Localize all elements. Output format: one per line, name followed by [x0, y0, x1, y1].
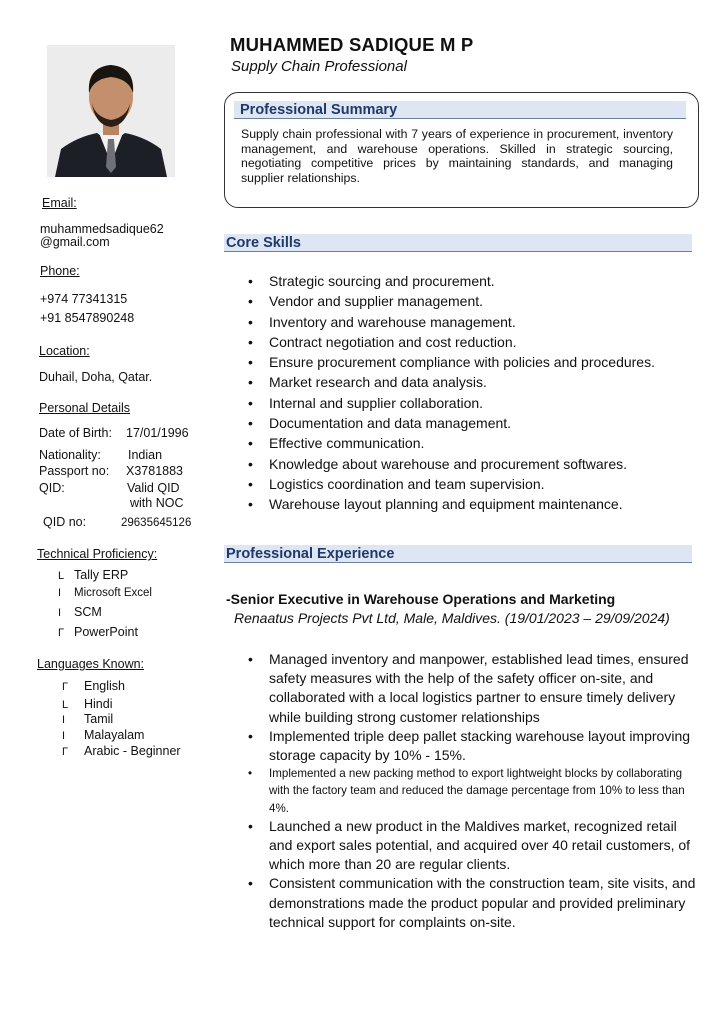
dob-label: Date of Birth:	[39, 426, 112, 440]
nationality-label: Nationality:	[39, 448, 101, 462]
passport-value: X3781883	[126, 464, 184, 478]
bullet-icon: Γ	[58, 627, 65, 639]
tech-item: I SCM	[58, 605, 102, 619]
list-item: • Strategic sourcing and procurement.	[246, 271, 696, 291]
job-company: Renaatus Projects Pvt Ltd, Male, Maldives. (19/01/2023 – 29/09/2024)	[234, 610, 670, 626]
qid-number-value: 29635645126	[121, 517, 192, 529]
bullet-icon: Γ	[62, 746, 69, 758]
list-item: • Documentation and data management.	[246, 413, 696, 433]
list-item: • Vendor and supplier management.	[246, 291, 696, 311]
bullet-icon: I	[62, 730, 66, 742]
email-label: Email:	[42, 196, 77, 210]
passport-label: Passport no:	[39, 464, 110, 478]
summary-text: Supply chain professional with 7 years of experience in procurement, inventory management, and warehouse operations. Skilled in strategic sourcing, negotiating competitive prices by maintaining standards, and managing supplier relationships.	[241, 127, 673, 185]
nationality-value: Indian	[128, 448, 163, 462]
language-item: Γ Arabic - Beginner	[62, 744, 181, 758]
phone-number-india: +91 8547890248	[40, 311, 135, 325]
languages-label: Languages Known:	[37, 657, 145, 671]
bullet-icon: Γ	[62, 681, 69, 693]
tech-item: I Microsoft Excel	[58, 587, 152, 599]
list-item: • Managed inventory and manpower, established lead times, ensured safety measures with the help of the safety officer on-site, and collaborated with a local logistics partner to ensure timely delivery while building strong customer relationships	[246, 650, 696, 727]
list-item: • Contract negotiation and cost reduction.	[246, 332, 696, 352]
list-item: • Warehouse layout planning and equipment maintenance.	[246, 494, 696, 514]
qid-value-line2: with NOC	[130, 496, 184, 510]
list-item: • Consistent communication with the construction team, site visits, and demonstrations made the product popular and provided preliminary technical support for complaints on-site.	[246, 874, 696, 932]
technical-proficiency-label: Technical Proficiency:	[37, 547, 158, 561]
bullet-icon: I	[62, 714, 66, 726]
summary-box	[224, 92, 699, 208]
language-item: I Tamil	[62, 712, 114, 726]
list-item: • Effective communication.	[246, 433, 696, 453]
phone-label: Phone:	[40, 264, 80, 278]
language-item: Γ English	[62, 679, 125, 693]
list-item: • Ensure procurement compliance with policies and procedures.	[246, 352, 696, 372]
tech-item: L Tally ERP	[58, 568, 129, 582]
email-line2: @gmail.com	[40, 235, 110, 249]
list-item: • Knowledge about warehouse and procurement softwares.	[246, 454, 696, 474]
candidate-title: Supply Chain Professional	[231, 58, 407, 75]
list-item: • Internal and supplier collaboration.	[246, 393, 696, 413]
list-item: • Implemented triple deep pallet stacking warehouse layout improving storage capacity by 10% - 15%.	[246, 727, 696, 765]
list-item: • Inventory and warehouse management.	[246, 312, 696, 332]
core-skills-list	[246, 271, 696, 515]
profile-photo	[47, 45, 175, 177]
bullet-icon: L	[58, 570, 65, 582]
list-item: • Launched a new product in the Maldives market, recognized retail and export sales potential, and acquired over 40 retail customers, of which more than 20 are regular clients.	[246, 817, 696, 875]
qid-value-line1: Valid QID	[127, 481, 180, 495]
dob-value: 17/01/1996	[126, 426, 189, 440]
bullet-icon: I	[58, 607, 62, 619]
location-value: Duhail, Doha, Qatar.	[39, 370, 153, 384]
qid-label: QID:	[39, 481, 65, 495]
experience-list	[246, 650, 696, 932]
email-line1: muhammedsadique62	[40, 222, 164, 236]
list-item: • Market research and data analysis.	[246, 372, 696, 392]
list-item: • Logistics coordination and team supervision.	[246, 474, 696, 494]
phone-number-qatar: +974 77341315	[40, 292, 128, 306]
qid-number-label: QID no:	[43, 515, 87, 529]
location-label: Location:	[39, 344, 90, 358]
personal-details-label: Personal Details	[39, 401, 131, 415]
job-title: -Senior Executive in Warehouse Operations and Marketing	[226, 591, 616, 607]
candidate-name: MUHAMMED SADIQUE M P	[230, 34, 474, 55]
language-item: I Malayalam	[62, 728, 145, 742]
summary-heading: Professional Summary	[234, 101, 686, 119]
core-skills-heading: Core Skills	[224, 234, 692, 252]
language-item: L Hindi	[62, 697, 113, 711]
bullet-icon: I	[58, 587, 62, 599]
list-item: • Implemented a new packing method to export lightweight blocks by collaborating with the factory team and reduced the damage percentage from 10% to less than 4%.	[246, 765, 696, 817]
bullet-icon: L	[62, 699, 69, 711]
experience-heading: Professional Experience	[224, 545, 692, 563]
tech-item: Γ PowerPoint	[58, 625, 138, 639]
person-photo-icon	[47, 45, 175, 177]
